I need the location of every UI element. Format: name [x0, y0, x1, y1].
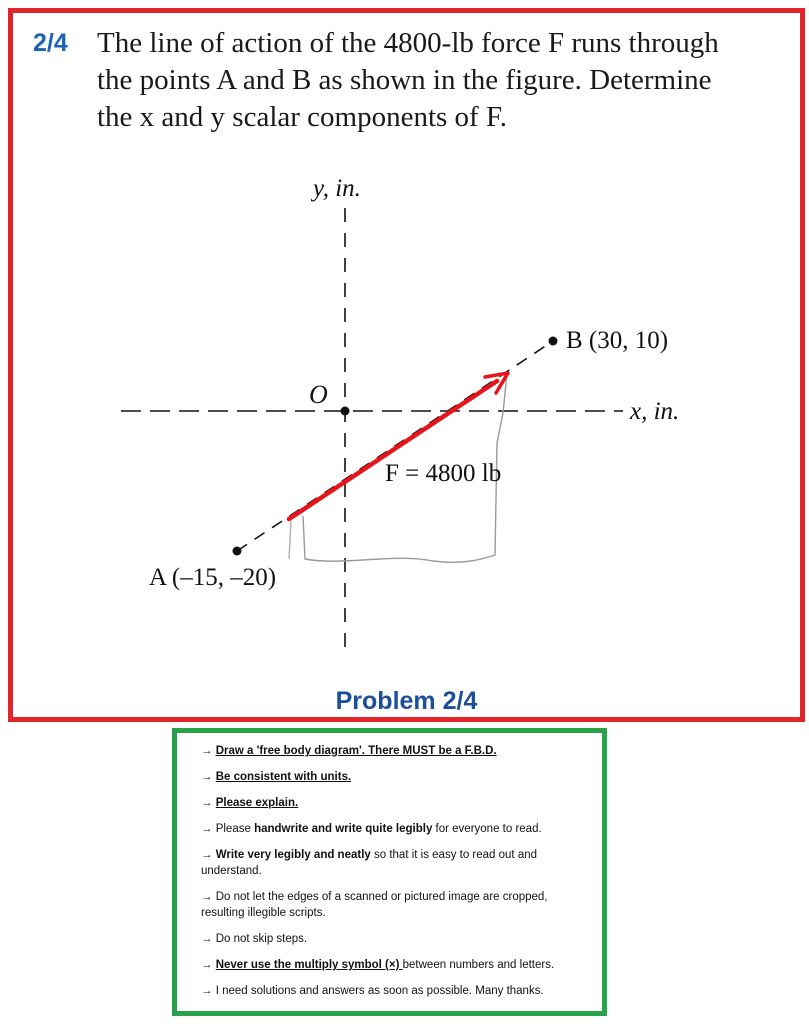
handwritten-tick: [289, 521, 291, 559]
instruction-item: → Be consistent with units.: [201, 771, 352, 783]
point-a: [233, 547, 242, 556]
problem-caption: Problem 2/4: [335, 687, 478, 715]
origin-label: O: [309, 380, 328, 409]
statement-line-1: The line of action of the 4800-lb force F runs through: [97, 27, 719, 59]
instruction-item: → Write very legibly and neatly so that it is easy to read out and understand.: [201, 849, 538, 877]
y-axis-label: y, in.: [313, 175, 361, 202]
arrow-icon: →: [201, 933, 213, 945]
problem-number: 2/4: [33, 29, 68, 57]
arrow-icon: →: [201, 985, 213, 997]
instruction-item: → I need solutions and answers as soon as possible. Many thanks.: [201, 985, 544, 997]
statement-line-3: the x and y scalar components of F.: [97, 101, 508, 133]
instruction-item: → Do not skip steps.: [201, 933, 308, 945]
point-b-label: B (30, 10): [566, 327, 669, 354]
instruction-item: → Please handwrite and write quite legibly for everyone to read.: [201, 823, 542, 835]
point-a-label: A (–15, –20): [149, 564, 277, 591]
arrow-icon: →: [201, 823, 213, 835]
statement-line-2: the points A and B as shown in the figure. Determine: [97, 64, 712, 96]
origin-point: [341, 407, 350, 416]
instruction-item: → Draw a 'free body diagram'. There MUST be a F.B.D.: [201, 745, 497, 757]
arrow-icon: →: [201, 745, 213, 757]
point-b: [549, 337, 558, 346]
instruction-item: → Please explain.: [201, 797, 299, 809]
arrow-icon: →: [201, 891, 213, 903]
arrow-icon: →: [201, 797, 213, 809]
arrow-icon: →: [201, 771, 213, 783]
force-label: F = 4800 lb: [385, 460, 502, 487]
instruction-item: → Never use the multiply symbol (×) between numbers and letters.: [201, 959, 555, 971]
x-axis-label: x, in.: [630, 398, 680, 425]
problem-panel: [8, 8, 805, 722]
instructions-panel: [172, 728, 607, 1016]
force-diagram: [13, 13, 800, 717]
arrow-icon: →: [201, 959, 213, 971]
instruction-item: → Do not let the edges of a scanned or pictured image are cropped, resulting illegible scripts.: [201, 891, 548, 919]
arrow-icon: →: [201, 849, 213, 861]
